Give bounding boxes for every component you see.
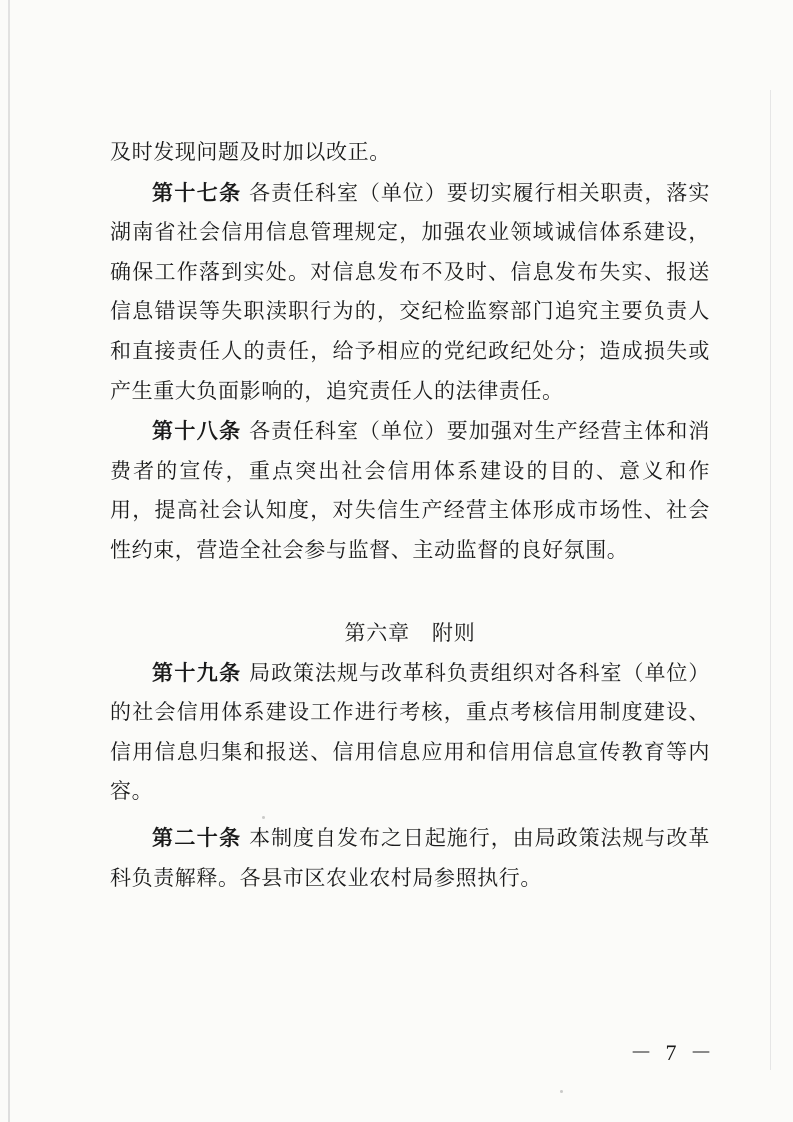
page-number: － 7 － [630,1040,717,1065]
article-text: 本制度自发布之日起施行，由局政策法规与改革科负责解释。各县市区农业农村局参照执行。 [110,825,710,890]
document-body [110,133,710,898]
paragraph-continuation [110,133,710,173]
article-text: 局政策法规与改革科负责组织对各科室（单位）的社会信用体系建设工作进行考核，重点考核信用制度建设、信用信息归集和报送、信用信息应用和信用信息宣传教育等内容。 [110,660,710,804]
article-19 [110,653,710,812]
chapter-heading [110,613,710,653]
article-number: 第十七条 [152,179,242,205]
article-number: 第十九条 [152,659,242,685]
chapter-number: 第六章 [344,620,410,645]
article-text: 各责任科室（单位）要切实履行相关职责，落实湖南省社会信用信息管理规定，加强农业领域诚信体系建设，确保工作落到实处。对信息发布不及时、信息发布失实、报送信息错误等失职渎职行为的，交纪检监察部门追究主要负责人和直接责任人的责任，给予相应的党纪政纪处分；造成损失或产生重大负面影响的，追究责任人的法律责任。 [110,180,710,403]
scan-edge-right [770,90,771,1070]
article-20 [110,818,710,898]
scan-edge-left [8,0,10,1122]
scan-speck [560,1090,563,1093]
article-18 [110,411,710,570]
article-number: 第二十条 [152,824,242,850]
scan-speck [262,816,265,819]
article-number: 第十八条 [152,418,242,444]
paragraph-text: 及时发现问题及时加以改正。 [110,140,391,164]
article-17 [110,173,710,412]
article-text: 各责任科室（单位）要加强对生产经营主体和消费者的宣传，重点突出社会信用体系建设的目的、意义和作用，提高社会认知度，对失信生产经营主体形成市场性、社会性约束，营造全社会参与监督、主动监督的良好氛围。 [110,419,710,562]
chapter-title: 附则 [431,620,476,645]
